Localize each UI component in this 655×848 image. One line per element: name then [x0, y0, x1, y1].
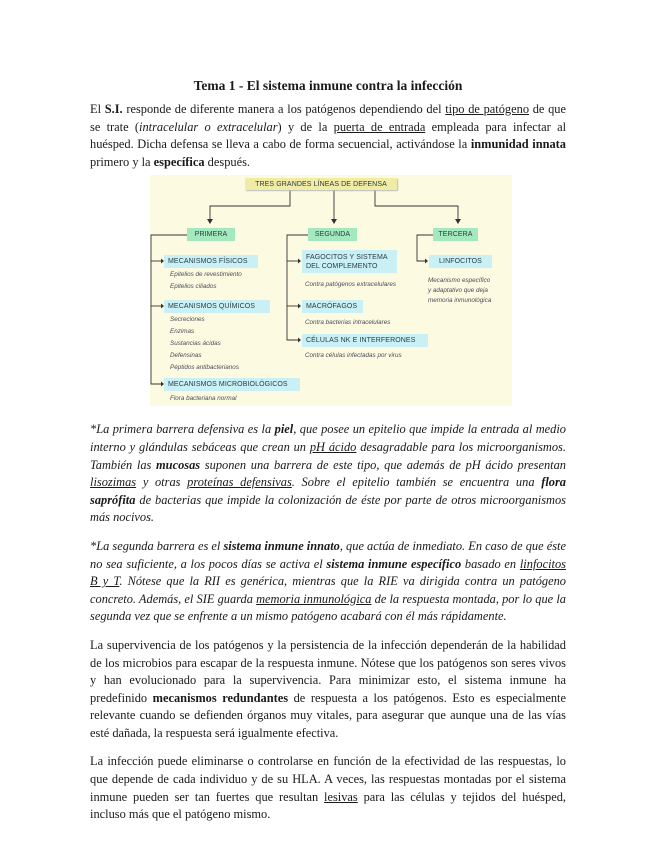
bold-term: mucosas	[156, 457, 201, 472]
underlined-term: memoria inmunológica	[256, 591, 372, 606]
text-run: *La primera barrera defensiva es la	[90, 422, 275, 437]
text-run: empleada para infectar al huésped. Dicha defensa se lleva a cabo de forma secuencial, activándose la	[90, 119, 567, 152]
nk-note: Contra células infectadas por virus	[305, 352, 402, 360]
underlined-term: pH ácido	[309, 439, 357, 454]
quimicos-item: Secreciones	[170, 316, 205, 324]
paragraph-primera-barrera	[90, 421, 566, 527]
bold-term: flora saprófita	[90, 475, 566, 507]
tercera-label: TERCERA	[433, 228, 478, 241]
bold-term: sistema inmune innato	[223, 538, 340, 553]
macrofagos-box: MACRÓFAGOS	[302, 300, 363, 313]
text-run: . Sobre el epitelio también se encuentra una	[291, 475, 542, 490]
text-run: . Nótese que la RII es genérica, mientras que la RIE va dirigida contra un patógeno concreto. Además, el SIE guarda	[90, 574, 567, 606]
text-run: , que actúa de inmediato. En caso de que éste no sea suficiente, a los pocos días se activa el	[90, 538, 566, 571]
fagocitos-note: Contra patógenos extracelulares	[305, 281, 397, 289]
mecanismos-quimicos-box: MECANISMOS QUÍMICOS	[164, 300, 270, 313]
primera-label: PRIMERA	[187, 228, 235, 241]
text-run: y otras	[136, 475, 188, 490]
diagram-header: TRES GRANDES LÍNEAS DE DEFENSA	[245, 178, 397, 190]
paragraph-segunda-barrera	[90, 538, 566, 626]
text-run: , que posee un epitelio que impide la entrada al medio interno y glándulas sebáceas que crean un	[90, 422, 566, 454]
text-run: de bacterias que impide la colonización de éste por parte de otros microorganismos más nocivos.	[90, 492, 566, 525]
text-run: desagradable para los microorganismos. También las	[90, 439, 566, 472]
bold-term: piel	[274, 422, 294, 437]
quimicos-item: Defensinas	[170, 352, 202, 360]
macrofagos-note: Contra bacterias intracelulares	[305, 319, 391, 327]
text-run: basado en	[461, 556, 520, 571]
underlined-term: proteínas defensivas	[187, 475, 292, 490]
underlined-term: puerta de entrada	[333, 119, 426, 134]
linfocitos-note: memoria inmunológica	[428, 297, 492, 305]
document-column	[90, 77, 566, 824]
underlined-term: tipo de patógeno	[445, 102, 530, 116]
underlined-term: lesivas	[324, 789, 358, 804]
text-run: La infección puede eliminarse o controlarse en función de la efectividad de las respuestas, lo que depende de cada individuo y de su HLA. A veces, las respuestas montadas por el sistema inmune pueden ser tan fuertes que resultan	[90, 754, 566, 804]
linfocitos-box: LINFOCITOS	[429, 255, 492, 268]
defense-lines-diagram	[150, 175, 512, 406]
fagocitos-line-1: FAGOCITOS Y SISTEMA	[306, 253, 388, 261]
paragraph-intro	[90, 101, 566, 171]
text-run: de que se trate (	[90, 102, 567, 134]
quimicos-item: Sustancias ácidas	[170, 340, 221, 348]
fisicos-item: Epitelios ciliados	[170, 283, 217, 291]
text-run: de la respuesta montada, por lo que la segunda vez que se enfrente a un mismo patógeno acabará con él más rápidamente.	[90, 591, 566, 624]
quimicos-item: Enzimas	[170, 328, 195, 336]
text-run: de respuesta a los patógenos. Esto es especialmente relevante cuando se defienden órganos muy vitales, para asegurar que aunque una de las vías esté dañada, la respuesta será igualmente efectiva.	[90, 690, 566, 740]
fagocitos-box	[302, 250, 397, 273]
text-run: después.	[204, 154, 251, 169]
text-run: suponen una barrera de este tipo, que además de pH ácido presentan	[200, 457, 567, 472]
text-run: responde de diferente manera a los patógenos dependiendo del	[122, 102, 446, 116]
paragraph-supervivencia	[90, 637, 566, 743]
text-run: intracelular o extracelular	[139, 119, 278, 134]
underlined-term: lisozimas	[90, 475, 137, 490]
document-title: Tema 1 - El sistema inmune contra la infección	[193, 78, 463, 93]
text-run: ) y de la	[277, 119, 334, 134]
fagocitos-line-2: DEL COMPLEMENTO	[306, 262, 378, 270]
text-run: para las células y tejidos del huésped, incluso más que el patógeno mismo.	[90, 789, 566, 822]
mecanismos-microbiologicos-box: MECANISMOS MICROBIOLÓGICOS	[164, 378, 300, 391]
bold-term: específica	[153, 154, 205, 169]
bold-term: mecanismos redundantes	[152, 690, 289, 705]
mecanismos-fisicos-box: MECANISMOS FÍSICOS	[164, 255, 258, 268]
text-run: El	[90, 102, 105, 116]
celulas-nk-box: CÉLULAS NK E INTERFERONES	[302, 334, 428, 347]
paragraph-infeccion	[90, 753, 566, 823]
underlined-term: linfocitos B y T	[90, 556, 566, 589]
text-run: primero y la	[90, 154, 154, 169]
quimicos-item: Péptidos antibacterianos	[170, 364, 239, 372]
fisicos-item: Epitelios de revestimiento	[170, 271, 242, 279]
segunda-label: SEGUNDA	[308, 228, 357, 241]
bold-term: inmunidad innata	[470, 137, 566, 152]
bold-term: S.I.	[104, 102, 123, 116]
text-run: *La segunda barrera es el	[90, 538, 224, 553]
text-run: La supervivencia de los patógenos y la persistencia de la infección dependerán de la habilidad de los microbios para escapar de la respuesta inmune. Nótese que los patógenos son seres vivos y han evolucionado para la supervivencia. Para minimizar esto, el sistema inmune ha predefinido	[90, 637, 566, 705]
linfocitos-note: Mecanismo específico	[428, 277, 491, 285]
micro-item: Flora bacteriana normal	[170, 395, 237, 403]
bold-term: sistema inmune específico	[326, 556, 462, 571]
linfocitos-note: y adaptativo que deja	[428, 287, 488, 295]
